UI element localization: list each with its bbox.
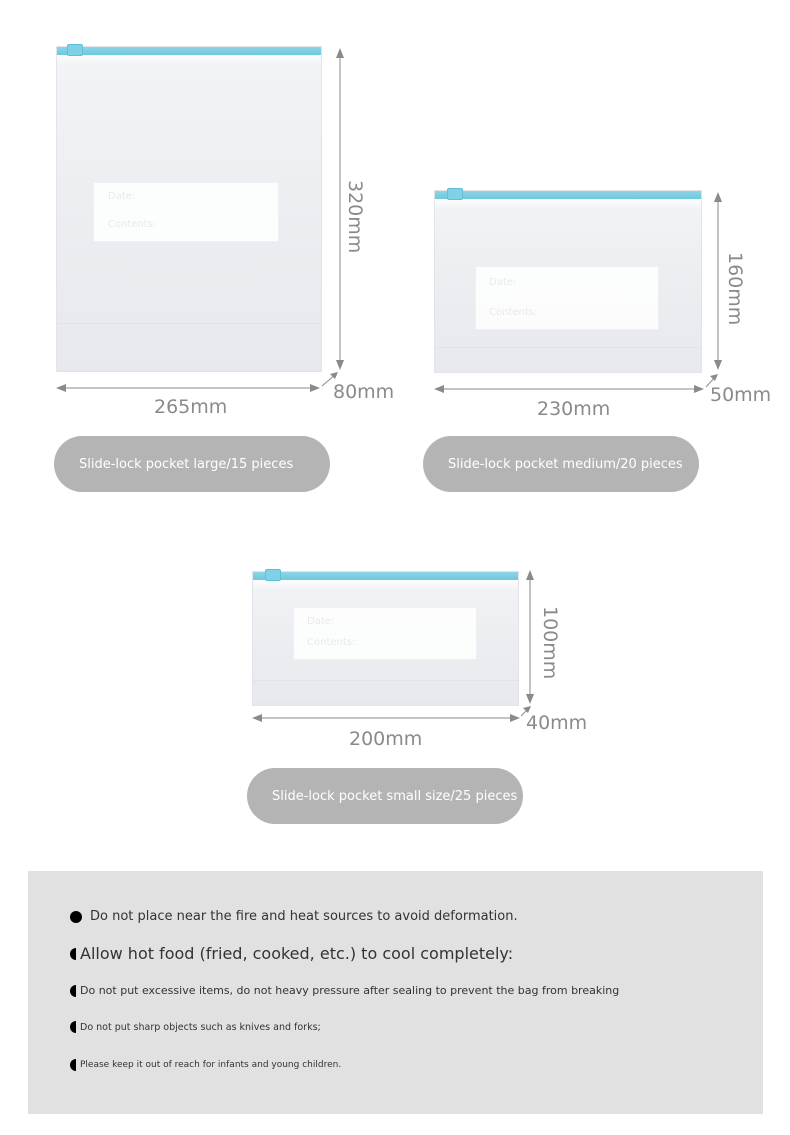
large-bag-gusset: 80mm — [333, 381, 395, 403]
large-bag-label-pill: Slide-lock pocket large/15 pieces — [54, 436, 330, 492]
small-bag-gusset: 40mm — [526, 712, 588, 734]
note-item — [70, 944, 513, 963]
note-text: Do not put sharp objects such as knives and forks; — [80, 1021, 321, 1033]
large-bag-tag-contents: Contents: — [108, 219, 157, 230]
medium-bag-label-pill: Slide-lock pocket medium/20 pieces — [423, 436, 699, 492]
small-bag-dimension-lines — [246, 562, 546, 732]
note-text: Please keep it out of reach for infants and young children. — [80, 1060, 342, 1070]
note-text: Do not place near the fire and heat sources to avoid deformation. — [90, 909, 518, 924]
note-text: Do not put excessive items, do not heavy pressure after sealing to prevent the bag from breaking — [80, 984, 620, 997]
medium-bag-dimension-lines — [428, 180, 728, 400]
note-text: Allow hot food (fried, cooked, etc.) to cool completely: — [80, 944, 514, 963]
large-bag-height: 320mm — [344, 180, 366, 254]
bullet-icon — [70, 948, 76, 960]
medium-bag-gusset: 50mm — [710, 384, 772, 406]
small-bag-width: 200mm — [349, 728, 423, 750]
small-bag-label-pill: Slide-lock pocket small size/25 pieces — [247, 768, 523, 824]
note-item — [70, 1021, 321, 1033]
small-bag-height: 100mm — [539, 606, 561, 680]
medium-bag-width: 230mm — [537, 398, 611, 420]
medium-bag-tag-contents: Contents: — [489, 307, 538, 318]
bullet-icon — [70, 1059, 76, 1071]
bullet-icon — [70, 911, 82, 923]
bullet-icon — [70, 985, 76, 997]
small-bag-tag-date: Date: — [307, 616, 335, 627]
bullet-icon — [70, 1021, 76, 1033]
note-item — [70, 909, 518, 924]
note-item — [70, 984, 619, 997]
large-bag-tag-date: Date: — [108, 191, 136, 202]
medium-bag-height: 160mm — [724, 252, 746, 326]
large-bag-dimension-lines — [50, 40, 350, 400]
note-item — [70, 1059, 341, 1071]
large-bag-width: 265mm — [154, 396, 228, 418]
small-bag-tag-contents: Contents: — [307, 637, 356, 648]
medium-bag-tag-date: Date: — [489, 277, 517, 288]
usage-notes-panel — [28, 871, 763, 1114]
